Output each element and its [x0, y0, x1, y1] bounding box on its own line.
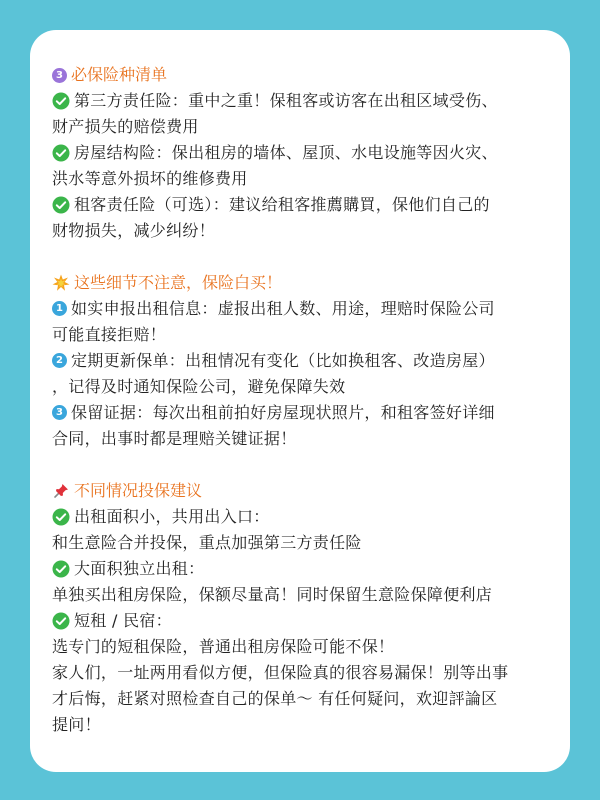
section-title-required-insurance [52, 62, 548, 88]
closing-text: 家人们，一址两用看似方便，但保险真的很容易漏保！别等出事 [52, 663, 509, 682]
check-circle-icon [52, 144, 70, 162]
item-text-cont: 财产损失的赔偿费用 [52, 117, 199, 136]
number-3-icon: 3 [52, 405, 67, 420]
list-item [52, 608, 548, 634]
list-item [52, 348, 548, 374]
number-1-icon: 1 [52, 301, 67, 316]
item-text: 如实申报出租信息：虚报出租人数、用途，理赔时保险公司 [71, 299, 495, 318]
pushpin-icon [52, 482, 70, 500]
list-item [52, 556, 548, 582]
item-heading: 出租面积小，共用出入口： [74, 507, 270, 526]
item-text-cont: 财物损失，减少纠纷！ [52, 221, 216, 240]
closing-text: 才后悔，赶紧对照检查自己的保单～ 有任何疑问，欢迎評論区 [52, 689, 498, 708]
item-text: 保留证据：每次出租前拍好房屋现状照片，和租客签好详细 [71, 403, 495, 422]
list-item [52, 504, 548, 530]
section-title-text: 必保险种清单 [71, 65, 168, 84]
section-title-details-warning [52, 270, 548, 296]
list-item [52, 140, 548, 166]
list-item [52, 296, 548, 322]
section-title-text: 不同情况投保建议 [74, 481, 203, 500]
list-item [52, 88, 548, 114]
item-body: 选专门的短租保险，普通出租房保险可能不保！ [52, 637, 395, 656]
check-circle-icon [52, 560, 70, 578]
number-2-icon: 2 [52, 353, 67, 368]
check-circle-icon [52, 92, 70, 110]
item-heading: 短租 / 民宿： [74, 611, 172, 630]
list-item [52, 192, 548, 218]
content-card [30, 30, 570, 772]
item-text-cont: 洪水等意外损坏的维修费用 [52, 169, 248, 188]
check-circle-icon [52, 196, 70, 214]
list-item [52, 400, 548, 426]
number-3-icon: 3 [52, 68, 67, 83]
item-body: 和生意险合并投保，重点加强第三方责任险 [52, 533, 362, 552]
closing-text: 提问！ [52, 715, 101, 734]
item-text: 租客责任险（可选）：建议给租客推薦購買，保他们自己的 [74, 195, 490, 214]
item-text-cont: 合同，出事时都是理赔关键证据！ [52, 429, 297, 448]
check-circle-icon [52, 508, 70, 526]
section-title-text: 这些细节不注意，保险白买！ [74, 273, 283, 292]
item-text-cont: 可能直接拒赔！ [52, 325, 167, 344]
item-text: 定期更新保单：出租情况有变化（比如换租客、改造房屋） [71, 351, 495, 370]
check-circle-icon [52, 612, 70, 630]
item-text-cont: ，记得及时通知保险公司，避免保障失效 [52, 377, 346, 396]
section-title-suggestions [52, 478, 548, 504]
item-text: 房屋结构险：保出租房的墙体、屋顶、水电设施等因火灾、 [74, 143, 498, 162]
item-body: 单独买出租房保险，保额尽量高！同时保留生意险保障便利店 [52, 585, 493, 604]
item-text: 第三方责任险：重中之重！保租客或访客在出租区域受伤、 [74, 91, 498, 110]
collision-burst-icon [52, 274, 70, 292]
item-heading: 大面积独立出租： [74, 559, 205, 578]
